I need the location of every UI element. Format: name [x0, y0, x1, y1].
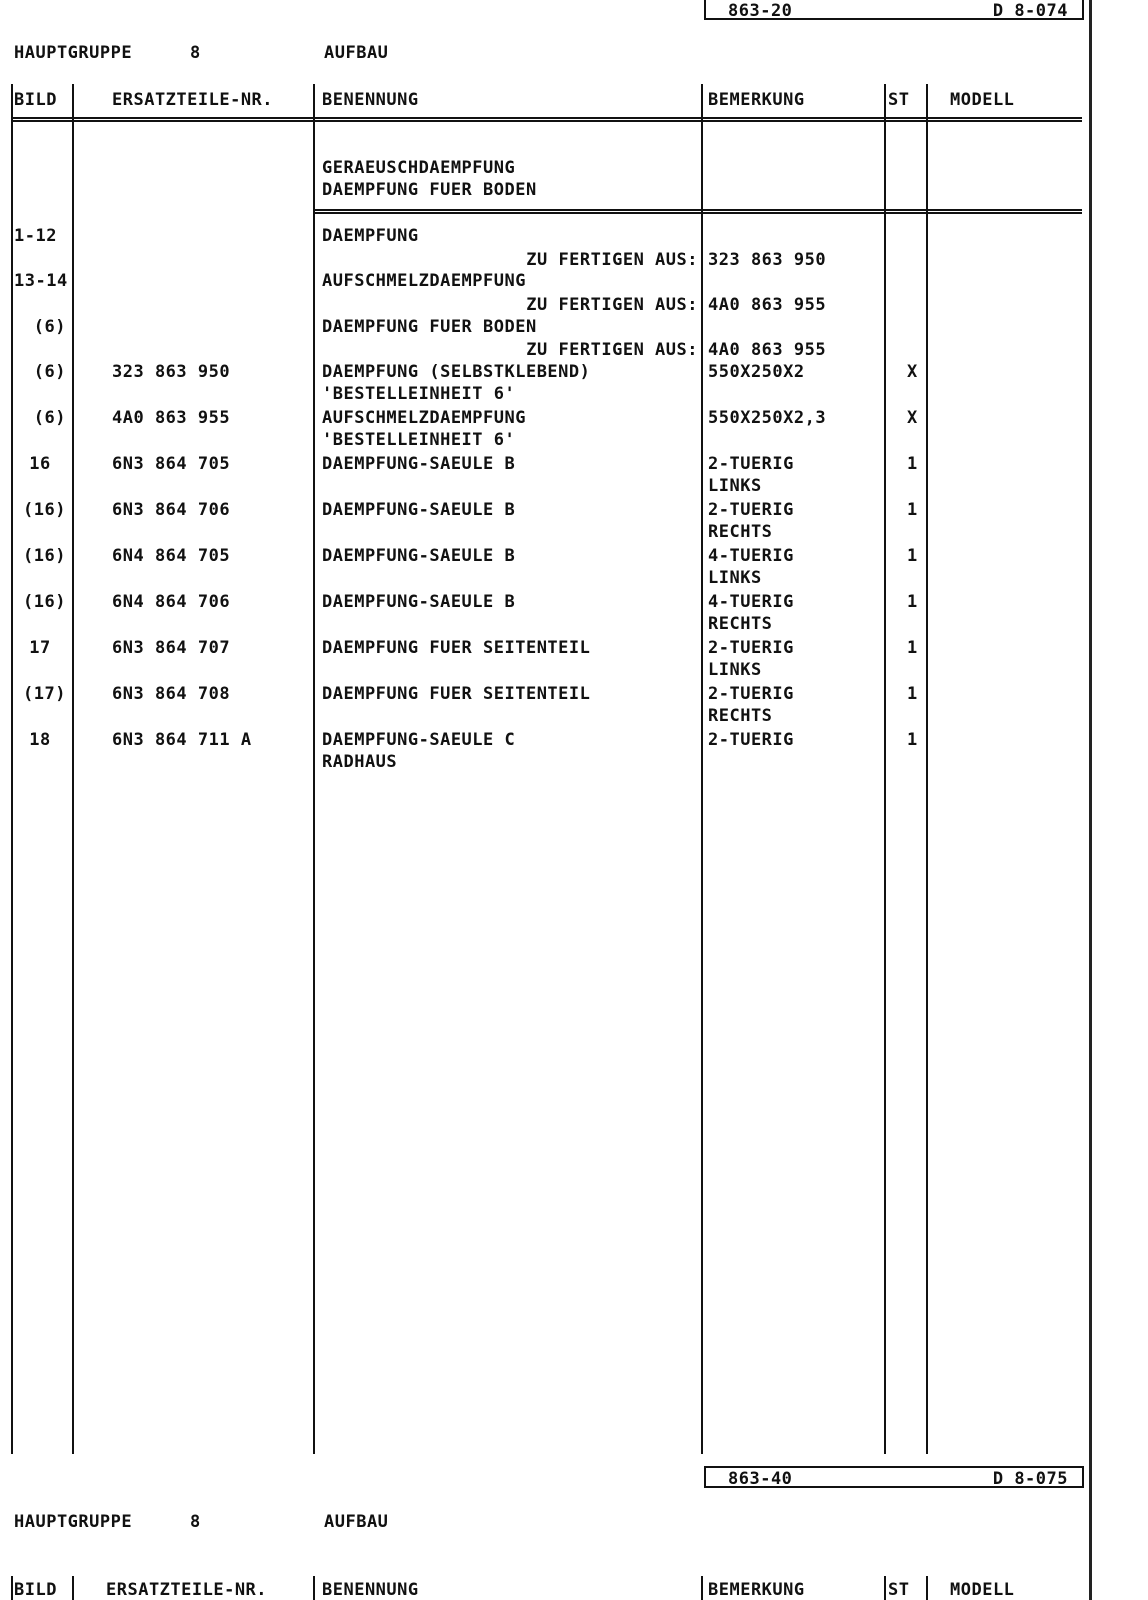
section-title-line2: DAEMPFUNG FUER BODEN	[322, 180, 537, 200]
bottom-column-line-st	[926, 1576, 928, 1600]
group-number: 8	[190, 43, 201, 63]
group-name: AUFBAU	[324, 43, 389, 63]
row-bild: (6)	[33, 408, 66, 428]
row-bemerkung: 2-TUERIG	[708, 730, 794, 750]
row-bemerkung: 2-TUERIG	[708, 500, 794, 520]
row-bild: (16)	[23, 592, 66, 612]
row-bild: (17)	[23, 684, 66, 704]
row-benennung-line2: ZU FERTIGEN AUS:	[526, 340, 698, 360]
column-line-bemerkung	[884, 84, 886, 1454]
row-part-number: 6N4 864 705	[112, 546, 231, 566]
row-bild: 16	[29, 454, 51, 474]
row-part-number: 6N3 864 707	[112, 638, 231, 658]
column-line-ersatzteile	[313, 84, 315, 1454]
row-bemerkung-line2: RECHTS	[708, 706, 773, 726]
bottom-column-header-bemerkung: BEMERKUNG	[708, 1580, 805, 1600]
row-benennung: AUFSCHMELZDAEMPFUNG	[322, 271, 526, 291]
row-bemerkung: 4-TUERIG	[708, 592, 794, 612]
row-benennung: DAEMPFUNG-SAEULE B	[322, 454, 516, 474]
row-bemerkung: 2-TUERIG	[708, 638, 794, 658]
row-part-number: 6N3 864 706	[112, 500, 231, 520]
bottom-column-header-benennung: BENENNUNG	[322, 1580, 419, 1600]
bottom-column-line-benennung	[701, 1576, 703, 1600]
top-reference-code: 863-20	[728, 1, 793, 21]
group-label: HAUPTGRUPPE	[14, 43, 133, 63]
bottom-column-header-bild: BILD	[14, 1580, 57, 1600]
column-header-ersatzteile: ERSATZTEILE-NR.	[112, 90, 274, 110]
row-bild: 13-14	[14, 271, 68, 291]
row-benennung-line2: ZU FERTIGEN AUS:	[526, 250, 698, 270]
row-st: 1	[907, 684, 918, 704]
row-st: 1	[907, 500, 918, 520]
bottom-reference-box	[704, 1466, 1084, 1488]
row-benennung: AUFSCHMELZDAEMPFUNG	[322, 408, 526, 428]
row-bemerkung-line2: 4A0 863 955	[708, 340, 827, 360]
row-benennung: DAEMPFUNG-SAEULE B	[322, 500, 516, 520]
row-part-number: 6N4 864 706	[112, 592, 231, 612]
row-bemerkung: 2-TUERIG	[708, 684, 794, 704]
bottom-reference-code: 863-40	[728, 1469, 793, 1489]
top-reference-box	[704, 0, 1084, 20]
bottom-column-line-bemerkung	[884, 1576, 886, 1600]
row-bild: 17	[29, 638, 51, 658]
row-bemerkung-line2: RECHTS	[708, 522, 773, 542]
row-bemerkung-line2: RECHTS	[708, 614, 773, 634]
row-bild: (6)	[33, 317, 66, 337]
row-bemerkung-line2: LINKS	[708, 476, 762, 496]
bottom-reference-page: D 8-075	[992, 1469, 1068, 1489]
column-header-bild: BILD	[14, 90, 57, 110]
row-part-number: 6N3 864 705	[112, 454, 231, 474]
row-bild: (16)	[23, 546, 66, 566]
header-separator	[12, 117, 1082, 122]
row-bild: 1-12	[14, 226, 57, 246]
bottom-group-number: 8	[190, 1512, 201, 1532]
row-benennung: DAEMPFUNG FUER SEITENTEIL	[322, 638, 591, 658]
row-st: X	[907, 362, 918, 382]
row-part-number: 323 863 950	[112, 362, 231, 382]
row-benennung: DAEMPFUNG-SAEULE B	[322, 546, 516, 566]
row-st: 1	[907, 730, 918, 750]
row-benennung-line2: ZU FERTIGEN AUS:	[526, 295, 698, 315]
row-bemerkung-line2: LINKS	[708, 660, 762, 680]
bottom-column-header-st: ST	[888, 1580, 910, 1600]
row-part-number: 4A0 863 955	[112, 408, 231, 428]
row-benennung-line2: 'BESTELLEINHEIT 6'	[322, 384, 516, 404]
row-benennung: DAEMPFUNG	[322, 226, 419, 246]
row-bemerkung-line2: 323 863 950	[708, 250, 827, 270]
row-st: 1	[907, 638, 918, 658]
row-benennung: DAEMPFUNG FUER SEITENTEIL	[322, 684, 591, 704]
row-bemerkung-line2: 4A0 863 955	[708, 295, 827, 315]
column-line-left	[11, 84, 13, 1454]
row-bild: 18	[29, 730, 51, 750]
row-bemerkung-line2: LINKS	[708, 568, 762, 588]
bottom-column-line-bild	[72, 1576, 74, 1600]
section-separator	[314, 209, 1082, 214]
row-st: 1	[907, 592, 918, 612]
top-reference-page: D 8-074	[992, 1, 1068, 21]
bottom-group-label: HAUPTGRUPPE	[14, 1512, 133, 1532]
column-line-bild	[72, 84, 74, 1454]
row-bemerkung: 550X250X2	[708, 362, 805, 382]
section-title-line1: GERAEUSCHDAEMPFUNG	[322, 158, 516, 178]
column-header-benennung: BENENNUNG	[322, 90, 419, 110]
column-line-st	[926, 84, 928, 1454]
row-st: X	[907, 408, 918, 428]
row-benennung: DAEMPFUNG FUER BODEN	[322, 317, 537, 337]
column-header-bemerkung: BEMERKUNG	[708, 90, 805, 110]
bottom-column-line-ersatzteile	[313, 1576, 315, 1600]
row-st: 1	[907, 546, 918, 566]
row-part-number: 6N3 864 711 A	[112, 730, 252, 750]
bottom-group-name: AUFBAU	[324, 1512, 389, 1532]
row-benennung-line2: RADHAUS	[322, 752, 398, 772]
bottom-column-header-ersatzteile: ERSATZTEILE-NR.	[106, 1580, 268, 1600]
row-benennung: DAEMPFUNG-SAEULE B	[322, 592, 516, 612]
page-edge	[1089, 0, 1092, 1600]
row-bemerkung: 4-TUERIG	[708, 546, 794, 566]
row-benennung: DAEMPFUNG (SELBSTKLEBEND)	[322, 362, 591, 382]
row-part-number: 6N3 864 708	[112, 684, 231, 704]
bottom-column-header-modell: MODELL	[950, 1580, 1015, 1600]
bottom-column-line-left	[11, 1576, 13, 1600]
row-st: 1	[907, 454, 918, 474]
row-bemerkung: 550X250X2,3	[708, 408, 827, 428]
column-line-benennung	[701, 84, 703, 1454]
row-bild: (16)	[23, 500, 66, 520]
row-bild: (6)	[33, 362, 66, 382]
column-header-modell: MODELL	[950, 90, 1015, 110]
row-bemerkung: 2-TUERIG	[708, 454, 794, 474]
row-benennung-line2: 'BESTELLEINHEIT 6'	[322, 430, 516, 450]
row-benennung: DAEMPFUNG-SAEULE C	[322, 730, 516, 750]
column-header-st: ST	[888, 90, 910, 110]
